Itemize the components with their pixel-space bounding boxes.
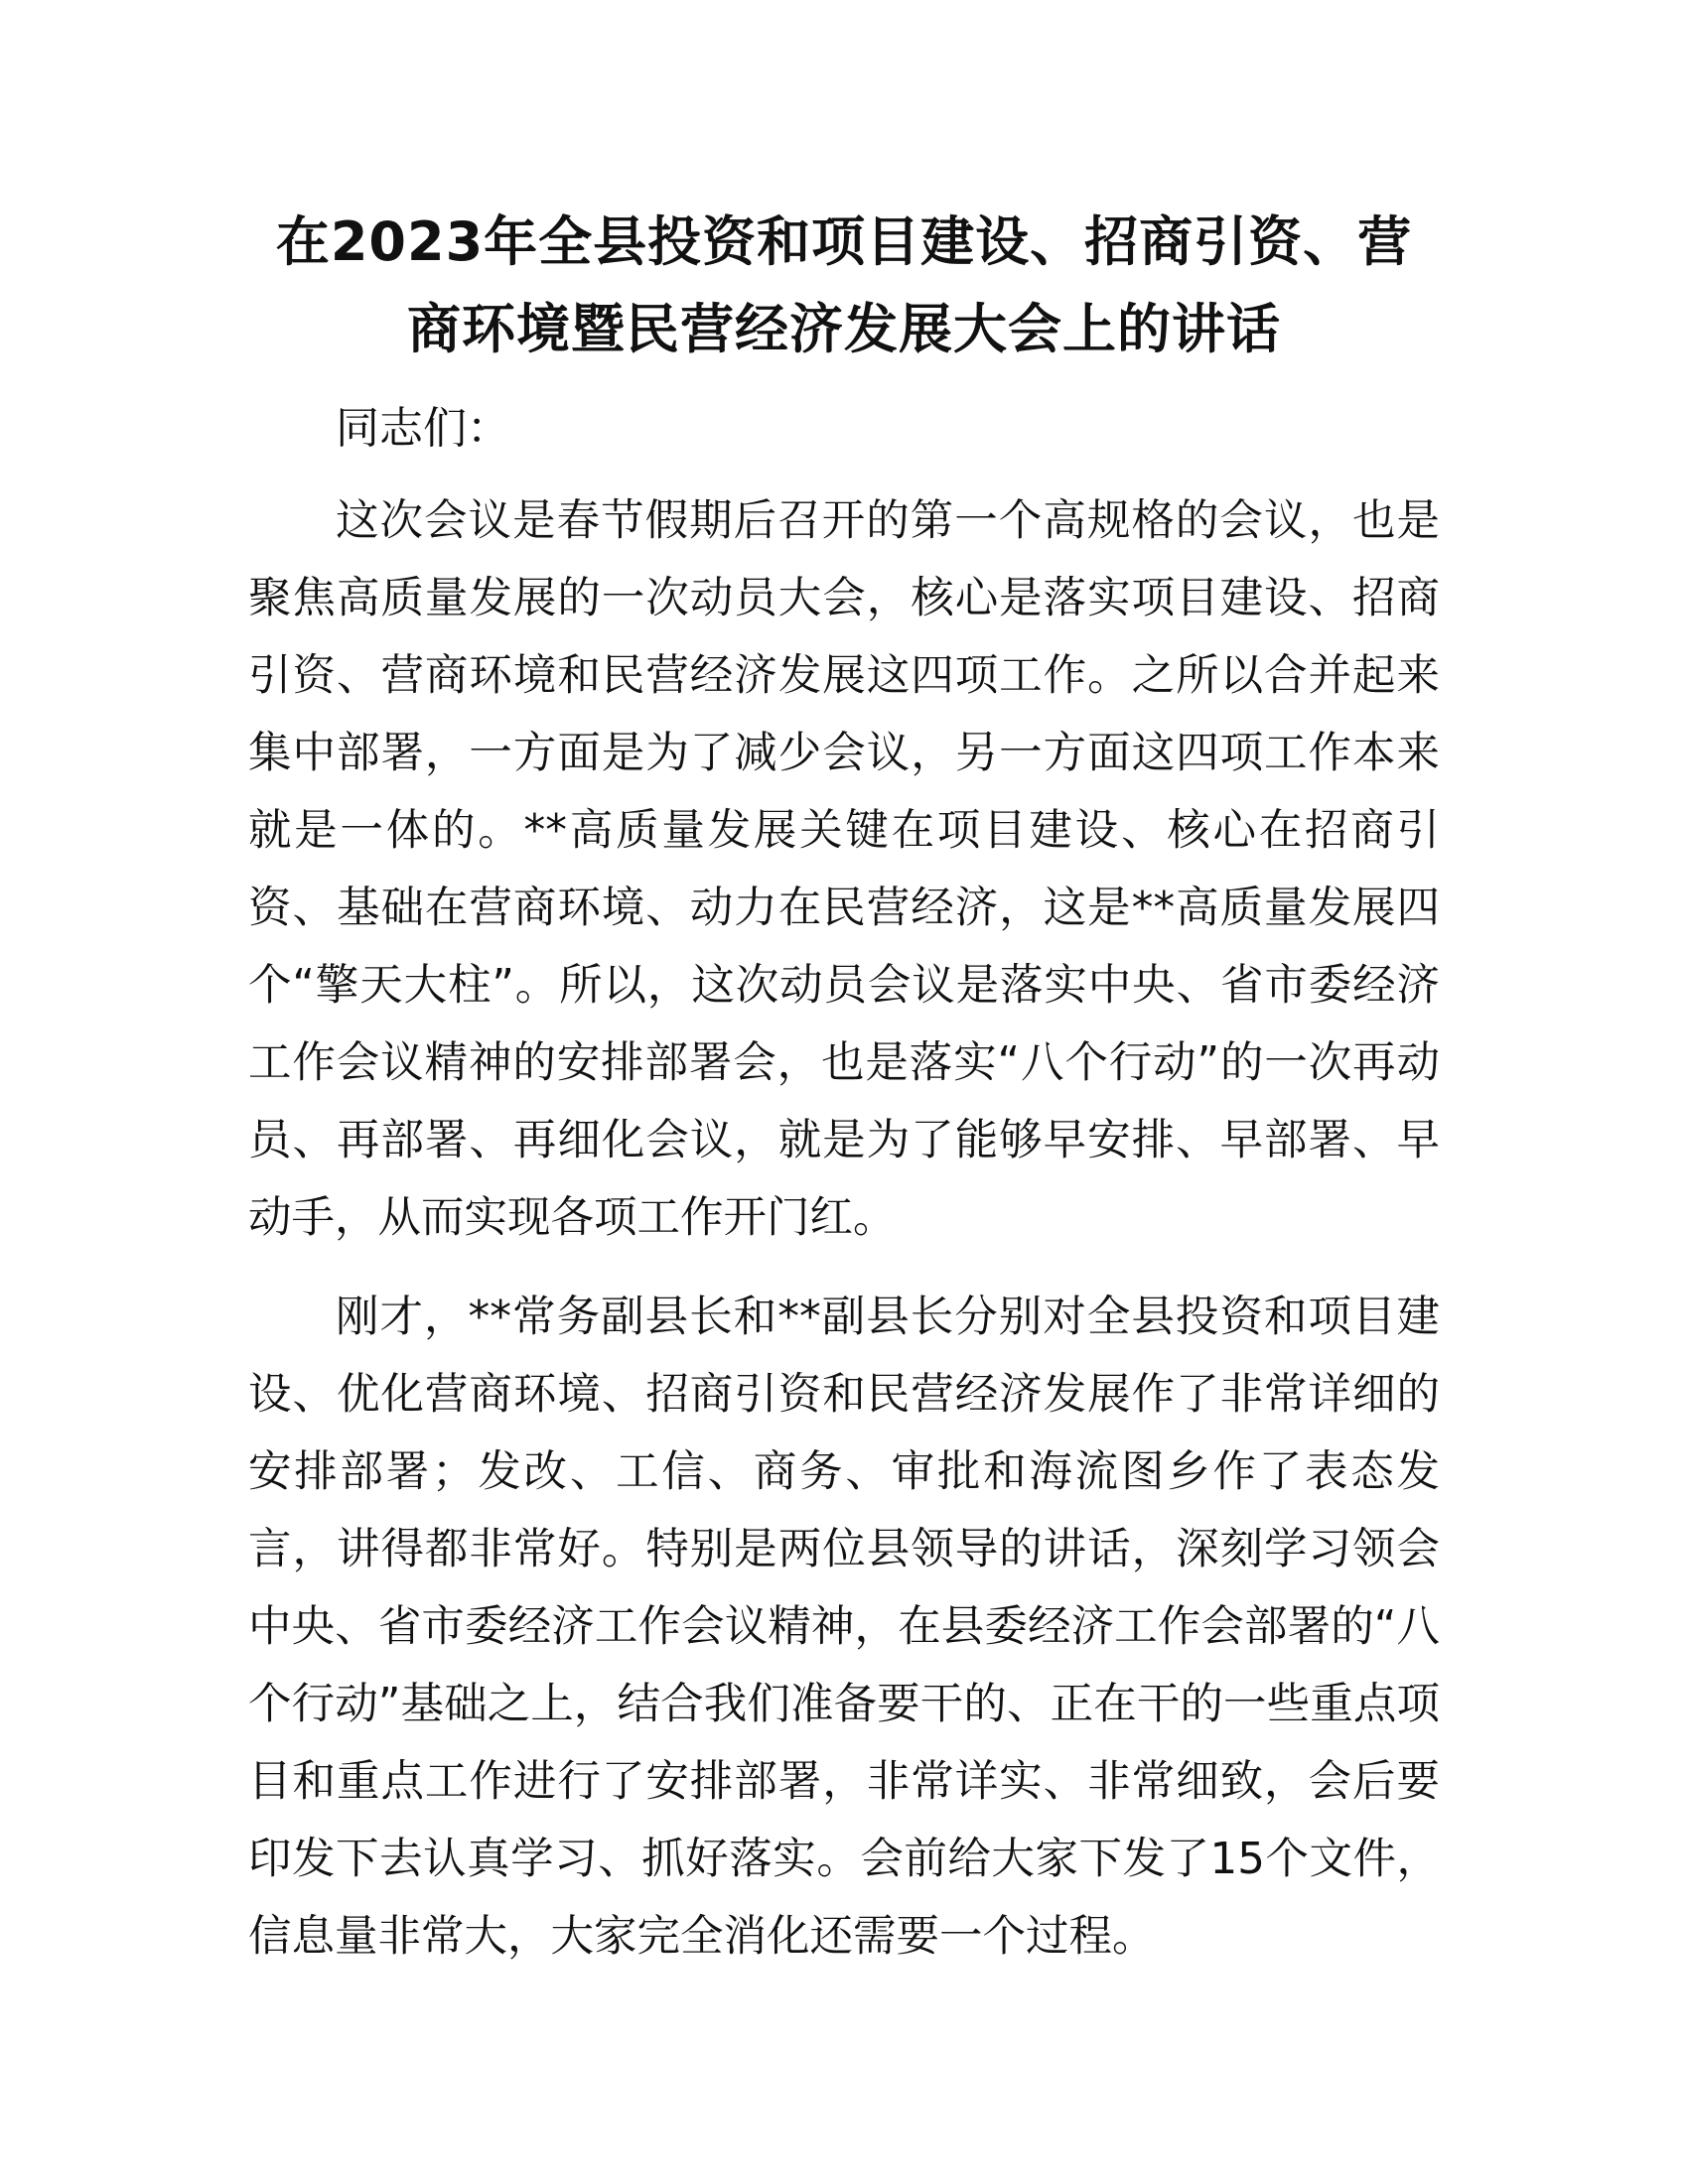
salutation: 同志们： xyxy=(336,403,510,454)
body-paragraph-1: 这次会议是春节假期后召开的第一个高规格的会议，也是聚焦高质量发展的一次动员大会，核心是落实项目建设、招商引资、营商环境和民营经济发展这四项工作。之所以合并起来集中部署，一方面是为了减少会议，另一方面这四项工作本来就是一体的。**高质量发展关键在项目建设、核心在招商引资、基础在营商环境、动力在民营经济，这是**高质量发展四个“擎天大柱”。所以，这次动员会议是落实中央、省市委经济工作会议精神的安排部署会，也是落实“八个行动”的一次再动员、再部署、再细化会议，就是为了能够早安排、早部署、早动手，从而实现各项工作开门红。 xyxy=(248,496,1440,1243)
body-paragraph-2: 刚才，**常务副县长和**副县长分别对全县投资和项目建设、优化营商环境、招商引资和民营经济发展作了非常详细的安排部署；发改、工信、商务、审批和海流图乡作了表态发言，讲得都非常好。特别是两位县领导的讲话，深刻学习领会中央、省市委经济工作会议精神，在县委经济工作会部署的“八个行动”基础之上，结合我们准备要干的、正在干的一些重点项目和重点工作进行了安排部署，非常详实、非常细致，会后要印发下去认真学习、抓好落实。会前给大家下发了15个文件，信息量非常大，大家完全消化还需要一个过程。 xyxy=(248,1293,1440,1962)
document-page xyxy=(248,199,1440,1976)
title-line-1: 在2023年全县投资和项目建设、招商引资、营 xyxy=(275,210,1413,273)
title-line-2: 商环境暨民营经济发展大会上的讲话 xyxy=(407,298,1281,360)
document-title xyxy=(248,199,1440,373)
